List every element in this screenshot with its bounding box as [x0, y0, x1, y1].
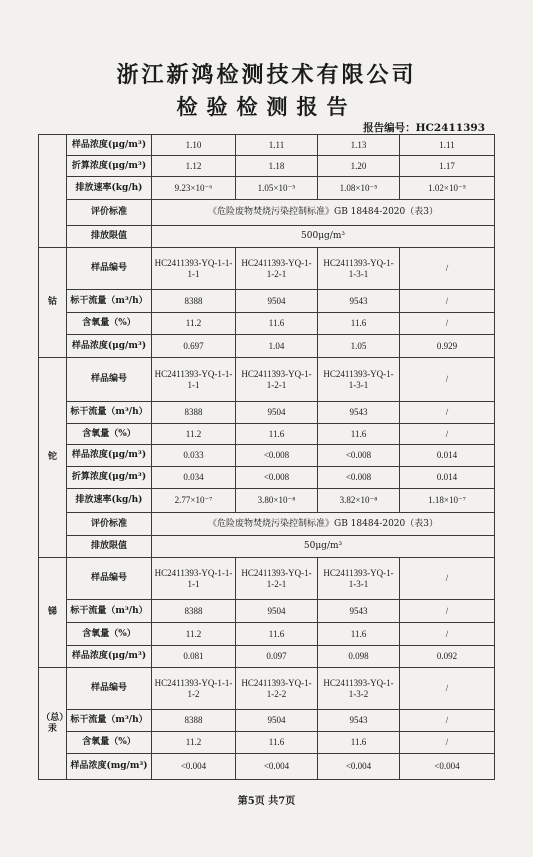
results-table: [38, 134, 495, 780]
value-cell: 9504: [236, 710, 318, 732]
value-cell: <0.004: [400, 754, 495, 780]
value-cell: 9504: [236, 600, 318, 623]
table-row: [39, 358, 495, 402]
value-cell: 8388: [152, 600, 236, 623]
merged-cell: 《危险废物焚烧污染控制标准》GB 18484-2020（表3）: [152, 200, 495, 226]
element-name: 铊: [39, 358, 67, 558]
table-row: [39, 732, 495, 754]
value-cell: 11.6: [318, 623, 400, 646]
table-row: [39, 646, 495, 668]
row-label: 样品浓度(μg/m³): [67, 335, 152, 358]
value-cell: <0.008: [236, 445, 318, 467]
value-cell: 11.2: [152, 732, 236, 754]
value-cell: 9543: [318, 402, 400, 424]
value-cell: 9504: [236, 290, 318, 313]
element-name: 钴: [39, 248, 67, 358]
row-label: 样品浓度(μg/m³): [67, 445, 152, 467]
value-cell: 11.6: [318, 732, 400, 754]
value-cell: <0.004: [236, 754, 318, 780]
merged-cell: 500μg/m³: [152, 226, 495, 248]
report-number: 报告编号：HC2411393: [363, 122, 485, 134]
table-row: [39, 156, 495, 177]
row-label: 含氧量（%）: [67, 313, 152, 335]
table-row: [39, 135, 495, 156]
table-row: [39, 177, 495, 200]
value-cell: 11.6: [236, 313, 318, 335]
merged-cell: 50μg/m³: [152, 536, 495, 558]
value-cell: 0.034: [152, 467, 236, 489]
table-row: [39, 536, 495, 558]
table-row: [39, 623, 495, 646]
value-cell: HC2411393-YQ-1-1-2-1: [236, 358, 318, 402]
row-label: 样品编号: [67, 558, 152, 600]
value-cell: 9504: [236, 402, 318, 424]
value-cell: 11.6: [236, 732, 318, 754]
row-label: 评价标准: [67, 513, 152, 536]
value-cell: HC2411393-YQ-1-1-3-2: [318, 668, 400, 710]
value-cell: 9543: [318, 290, 400, 313]
value-cell: 11.6: [236, 424, 318, 445]
row-label: 样品浓度(mg/m³): [67, 754, 152, 780]
value-cell: 0.033: [152, 445, 236, 467]
value-cell: 3.82×10⁻⁸: [318, 489, 400, 513]
value-cell: /: [400, 248, 495, 290]
table-row: [39, 467, 495, 489]
value-cell: 1.18: [236, 156, 318, 177]
value-cell: 11.6: [236, 623, 318, 646]
company-name: 浙江新鸿检测技术有限公司: [116, 62, 417, 88]
row-label: 排放限值: [67, 226, 152, 248]
value-cell: /: [400, 313, 495, 335]
element-name: （总）汞: [39, 668, 67, 780]
value-cell: 0.081: [152, 646, 236, 668]
row-label: 样品浓度(μg/m³): [67, 135, 152, 156]
table-row: [39, 668, 495, 710]
row-label: 样品编号: [67, 358, 152, 402]
value-cell: HC2411393-YQ-1-1-1-1: [152, 358, 236, 402]
value-cell: HC2411393-YQ-1-1-1-2: [152, 668, 236, 710]
value-cell: 11.6: [318, 424, 400, 445]
value-cell: /: [400, 358, 495, 402]
value-cell: <0.004: [152, 754, 236, 780]
value-cell: 8388: [152, 402, 236, 424]
value-cell: 1.11: [400, 135, 495, 156]
row-label: 折算浓度(μg/m³): [67, 156, 152, 177]
page-number: 第5页 共7页: [237, 796, 296, 807]
value-cell: 3.80×10⁻⁸: [236, 489, 318, 513]
row-label: 标干流量（m³/h）: [67, 600, 152, 623]
value-cell: 8388: [152, 710, 236, 732]
value-cell: /: [400, 710, 495, 732]
table-row: [39, 445, 495, 467]
value-cell: 1.11: [236, 135, 318, 156]
value-cell: 1.05: [318, 335, 400, 358]
value-cell: 1.13: [318, 135, 400, 156]
table-row: [39, 200, 495, 226]
value-cell: 2.77×10⁻⁷: [152, 489, 236, 513]
element-name: [39, 135, 67, 248]
value-cell: 11.6: [318, 313, 400, 335]
value-cell: 0.697: [152, 335, 236, 358]
row-label: 折算浓度(μg/m³): [67, 467, 152, 489]
value-cell: /: [400, 623, 495, 646]
value-cell: 9543: [318, 710, 400, 732]
row-label: 评价标准: [67, 200, 152, 226]
value-cell: HC2411393-YQ-1-1-3-1: [318, 558, 400, 600]
table-row: [39, 513, 495, 536]
row-label: 样品编号: [67, 248, 152, 290]
value-cell: /: [400, 424, 495, 445]
table-row: [39, 313, 495, 335]
row-label: 含氧量（%）: [67, 623, 152, 646]
value-cell: 1.17: [400, 156, 495, 177]
value-cell: /: [400, 732, 495, 754]
value-cell: 1.04: [236, 335, 318, 358]
table-row: [39, 710, 495, 732]
value-cell: 1.10: [152, 135, 236, 156]
value-cell: 9.23×10⁻⁶: [152, 177, 236, 200]
table-row: [39, 402, 495, 424]
table-row: [39, 558, 495, 600]
row-label: 含氧量（%）: [67, 732, 152, 754]
value-cell: /: [400, 402, 495, 424]
value-cell: 11.2: [152, 424, 236, 445]
row-label: 排放速率(kg/h): [67, 177, 152, 200]
value-cell: 0.929: [400, 335, 495, 358]
value-cell: 1.02×10⁻⁵: [400, 177, 495, 200]
table-row: [39, 754, 495, 780]
row-label: 含氧量（%）: [67, 424, 152, 445]
row-label: 标干流量（m³/h）: [67, 290, 152, 313]
value-cell: HC2411393-YQ-1-1-3-1: [318, 358, 400, 402]
value-cell: 1.08×10⁻⁵: [318, 177, 400, 200]
value-cell: HC2411393-YQ-1-1-1-1: [152, 248, 236, 290]
table-row: [39, 248, 495, 290]
value-cell: 1.20: [318, 156, 400, 177]
value-cell: 0.092: [400, 646, 495, 668]
value-cell: HC2411393-YQ-1-1-2-1: [236, 558, 318, 600]
row-label: 样品浓度(μg/m³): [67, 646, 152, 668]
value-cell: 0.097: [236, 646, 318, 668]
merged-cell: 《危险废物焚烧污染控制标准》GB 18484-2020（表3）: [152, 513, 495, 536]
value-cell: 9543: [318, 600, 400, 623]
table-row: [39, 424, 495, 445]
row-label: 排放速率(kg/h): [67, 489, 152, 513]
value-cell: <0.008: [318, 467, 400, 489]
value-cell: HC2411393-YQ-1-1-2-1: [236, 248, 318, 290]
value-cell: <0.004: [318, 754, 400, 780]
value-cell: HC2411393-YQ-1-1-1-1: [152, 558, 236, 600]
value-cell: 0.014: [400, 445, 495, 467]
report-title: 检验检测报告: [176, 94, 357, 119]
value-cell: 11.2: [152, 623, 236, 646]
table-row: [39, 489, 495, 513]
table-row: [39, 335, 495, 358]
value-cell: /: [400, 290, 495, 313]
value-cell: HC2411393-YQ-1-1-3-1: [318, 248, 400, 290]
row-label: 排放限值: [67, 536, 152, 558]
table-row: [39, 226, 495, 248]
value-cell: 1.12: [152, 156, 236, 177]
value-cell: HC2411393-YQ-1-1-2-2: [236, 668, 318, 710]
value-cell: 11.2: [152, 313, 236, 335]
value-cell: /: [400, 668, 495, 710]
value-cell: 0.014: [400, 467, 495, 489]
value-cell: 8388: [152, 290, 236, 313]
table-row: [39, 600, 495, 623]
element-name: 锑: [39, 558, 67, 668]
row-label: 样品编号: [67, 668, 152, 710]
value-cell: /: [400, 558, 495, 600]
value-cell: /: [400, 600, 495, 623]
value-cell: 1.18×10⁻⁷: [400, 489, 495, 513]
value-cell: 0.098: [318, 646, 400, 668]
row-label: 标干流量（m³/h）: [67, 710, 152, 732]
value-cell: <0.008: [236, 467, 318, 489]
value-cell: 1.05×10⁻⁵: [236, 177, 318, 200]
row-label: 标干流量（m³/h）: [67, 402, 152, 424]
value-cell: <0.008: [318, 445, 400, 467]
table-row: [39, 290, 495, 313]
